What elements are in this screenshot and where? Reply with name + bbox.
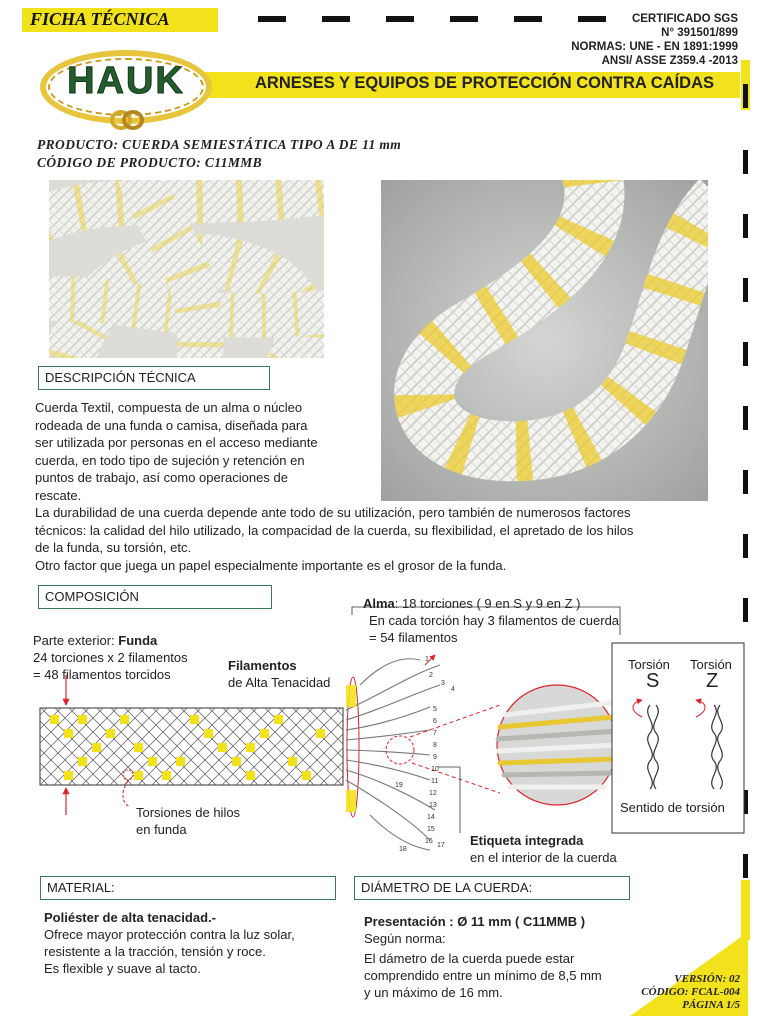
decor-side-dash	[743, 278, 748, 302]
rope-loop-photo	[381, 180, 708, 501]
strand-number: 5	[433, 706, 437, 713]
alma-line: En cada torción hay 3 filamentos de cuerda	[369, 613, 620, 628]
etiqueta-title: Etiqueta integrada	[470, 833, 584, 848]
product-name: PRODUCTO: CUERDA SEMIESTÁTICA TIPO A DE 11 mm	[37, 137, 402, 152]
strand-number: 15	[427, 826, 435, 833]
decor-side-dash	[743, 150, 748, 174]
text-line: Según norma:	[364, 931, 446, 946]
section-title: COMPOSICIÓN	[45, 589, 139, 604]
logo-knot-icon	[110, 108, 144, 132]
torsion-z-letter: Z	[706, 670, 719, 692]
material-title: Poliéster de alta tenacidad.-	[44, 910, 216, 925]
code-label: CÓDIGO: FCAL-004	[641, 986, 740, 998]
torsion-z-label: Torsión	[690, 657, 732, 672]
funda-prefix: Parte exterior:	[33, 633, 119, 648]
cert-line: ANSI/ ASSE Z359.4 -2013	[601, 55, 738, 67]
text-line: El dámetro de la cuerda puede estar	[364, 951, 575, 966]
version-label: VERSIÓN: 02	[674, 973, 740, 985]
diametro-title: Presentación : Ø 11 mm ( C11MMB )	[364, 914, 586, 929]
text-line: Ofrece mayor protección contra la luz solar,	[44, 927, 295, 942]
strand-number: 13	[429, 802, 437, 809]
logo: HAUK	[67, 60, 185, 102]
cert-line: NORMAS: UNE - EN 1891:1999	[571, 41, 738, 53]
text-line: puntos de trabajo, así como operaciones de	[35, 470, 288, 485]
text-line: rescate.	[35, 487, 82, 503]
strand-number: 19	[395, 782, 403, 789]
strand-number: 18	[399, 846, 407, 853]
decor-dash	[514, 16, 542, 22]
text-line: Es flexible y suave al tacto.	[44, 961, 201, 976]
torsiones-line: Torsiones de hilos	[136, 805, 241, 820]
funda-line: = 48 filamentos torcidos	[33, 667, 171, 682]
strand-number: 16	[425, 838, 433, 845]
product-code: CÓDIGO DE PRODUCTO: C11MMB	[37, 155, 263, 170]
text-line: comprendido entre un mínimo de 8,5 mm	[364, 968, 602, 983]
strand-number: 2	[429, 672, 433, 679]
strand-number: 12	[429, 790, 437, 797]
strand-number: 8	[433, 742, 437, 749]
torsion-s-letter: S	[646, 670, 660, 692]
section-material-heading	[40, 876, 336, 900]
strand-number: 7	[433, 730, 437, 737]
strand-numbers	[395, 656, 465, 856]
decor-side-dash	[743, 534, 748, 558]
banner-title: ARNESES Y EQUIPOS DE PROTECCIÓN CONTRA CAÍDAS	[255, 74, 715, 92]
section-diametro-heading	[354, 876, 630, 900]
document-footer	[641, 973, 740, 1012]
decor-dash	[258, 16, 286, 22]
text-line: La durabilidad de una cuerda depende ante todo de su utilización, pero también de numerosos factores	[35, 505, 631, 520]
decor-side-dash	[743, 406, 748, 430]
section-descripcion-heading	[38, 366, 270, 390]
sentido-torsion-label: Sentido de torsión	[620, 800, 725, 815]
strand-number: 11	[431, 778, 439, 785]
funda-title: Funda	[118, 633, 158, 648]
text-line: técnicos: la calidad del hilo utilizado, la compacidad de la cuerda, su flexibilidad, el apretado de los hilos	[35, 522, 634, 538]
torsion-s-label: Torsión	[628, 657, 670, 672]
etiqueta-label	[470, 832, 617, 866]
alma-title: Alma	[363, 596, 395, 611]
alma-line: = 54 filamentos	[369, 630, 458, 645]
text-line: ser utilizada por personas en el acceso mediante	[35, 435, 318, 450]
descripcion-intro	[35, 399, 349, 504]
descripcion-durabilidad	[35, 504, 735, 574]
filamentos-line: de Alta Tenacidad	[228, 675, 331, 690]
text-line: resistente a la tracción, tensión y roce.	[44, 944, 266, 959]
decor-side-dash	[743, 214, 748, 238]
cert-line: N° 391501/899	[661, 27, 738, 39]
section-title: MATERIAL:	[47, 880, 115, 895]
text-line: Otro factor que juega un papel especialmente importante es el grosor de la funda.	[35, 557, 507, 573]
rope-knot-photo	[49, 180, 324, 358]
strand-number: 9	[433, 754, 437, 761]
decor-dash	[386, 16, 414, 22]
strand-number: 4	[451, 686, 455, 693]
decor-side-dash	[743, 342, 748, 366]
section-title: DIÁMETRO DE LA CUERDA:	[361, 880, 533, 895]
strand-number: 17	[437, 842, 445, 849]
decor-dash	[322, 16, 350, 22]
funda-line: 24 torciones x 2 filamentos	[33, 650, 188, 665]
decor-side-dash	[743, 84, 748, 108]
ficha-tecnica-title: FICHA TÉCNICA	[30, 9, 170, 29]
cert-line: CERTIFICADO SGS	[631, 13, 738, 25]
torsiones-line: en funda	[136, 822, 187, 837]
decor-side-dash	[743, 470, 748, 494]
torsiones-label	[136, 804, 240, 838]
material-text	[44, 909, 295, 977]
strand-number: 14	[427, 814, 435, 821]
text-line: cuerda, en todo tipo de sujeción y retención en	[35, 452, 305, 468]
decor-side-bar	[741, 880, 750, 940]
strand-number: 3	[441, 680, 445, 687]
filamentos-title: Filamentos	[228, 658, 297, 673]
strand-number: 10	[431, 766, 439, 773]
section-title: DESCRIPCIÓN TÉCNICA	[45, 370, 196, 385]
strand-number: 6	[433, 718, 437, 725]
text-line: y un máximo de 16 mm.	[364, 985, 503, 1000]
page-number: PÁGINA 1/5	[682, 999, 740, 1011]
text-line: Cuerda Textil, compuesta de un alma o núcleo	[35, 400, 303, 415]
text-line: rodeada de una funda o camisa, diseñada para	[35, 417, 308, 433]
certificado-block	[571, 12, 738, 68]
etiqueta-line: en el interior de la cuerda	[470, 850, 617, 865]
alma-line: : 18 torciones ( 9 en S y 9 en Z )	[394, 596, 581, 611]
text-line: de la funda, su torsión, etc.	[35, 540, 192, 555]
diametro-text	[364, 913, 602, 1001]
strand-number: 1	[425, 656, 429, 663]
decor-dash	[450, 16, 478, 22]
